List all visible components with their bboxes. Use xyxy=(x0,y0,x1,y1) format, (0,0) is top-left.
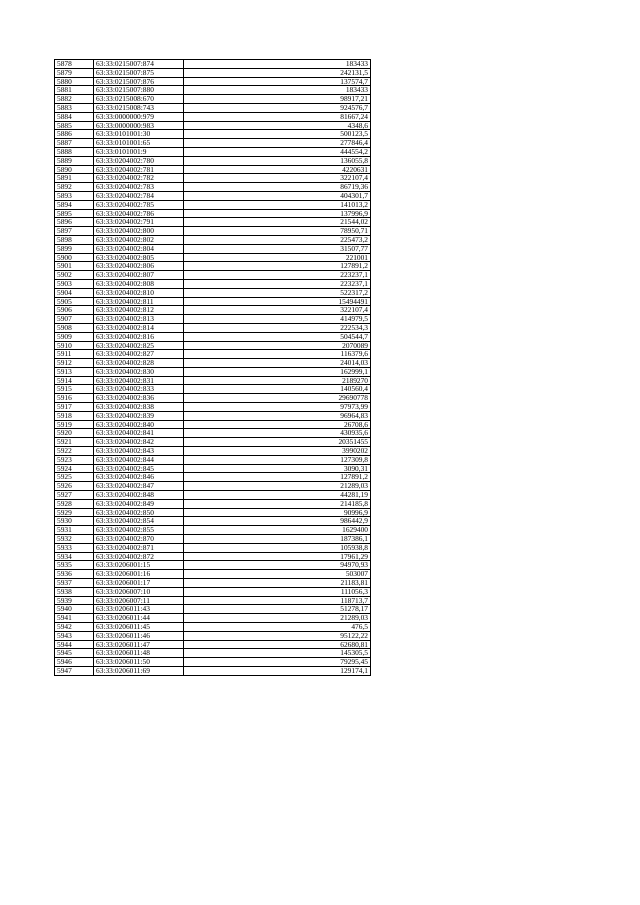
value-cell: 136055,8 xyxy=(184,156,371,165)
cadastral-number-cell: 63:33:0204002:827 xyxy=(94,350,184,359)
row-number-cell: 5924 xyxy=(55,464,94,473)
value-cell: 44281,19 xyxy=(184,491,371,500)
cadastral-number-cell: 63:33:0204002:847 xyxy=(94,482,184,491)
value-cell: 322107,4 xyxy=(184,306,371,315)
table-row xyxy=(55,535,371,544)
cadastral-number-cell: 63:33:0204002:808 xyxy=(94,279,184,288)
value-cell: 51278,17 xyxy=(184,605,371,614)
table-row xyxy=(55,605,371,614)
row-number-cell: 5886 xyxy=(55,130,94,139)
table-row xyxy=(55,640,371,649)
cadastral-number-cell: 63:33:0204002:816 xyxy=(94,332,184,341)
table-row xyxy=(55,77,371,86)
row-number-cell: 5893 xyxy=(55,191,94,200)
value-cell: 3990202 xyxy=(184,447,371,456)
cadastral-number-cell: 63:33:0204002:836 xyxy=(94,394,184,403)
cadastral-number-cell: 63:33:0204002:872 xyxy=(94,552,184,561)
table-row xyxy=(55,508,371,517)
value-cell: 29690778 xyxy=(184,394,371,403)
row-number-cell: 5897 xyxy=(55,227,94,236)
table-row xyxy=(55,482,371,491)
table-row xyxy=(55,455,371,464)
row-number-cell: 5942 xyxy=(55,623,94,632)
row-number-cell: 5896 xyxy=(55,218,94,227)
table-row xyxy=(55,631,371,640)
cadastral-number-cell: 63:33:0204002:833 xyxy=(94,385,184,394)
value-cell: 522317,2 xyxy=(184,288,371,297)
value-cell: 26708,6 xyxy=(184,420,371,429)
value-cell: 90996,9 xyxy=(184,508,371,517)
table-row xyxy=(55,279,371,288)
row-number-cell: 5905 xyxy=(55,297,94,306)
value-cell: 127891,2 xyxy=(184,473,371,482)
value-cell: 500123,5 xyxy=(184,130,371,139)
table-row xyxy=(55,191,371,200)
table-row xyxy=(55,543,371,552)
row-number-cell: 5882 xyxy=(55,95,94,104)
value-cell: 79295,45 xyxy=(184,658,371,667)
row-number-cell: 5927 xyxy=(55,491,94,500)
row-number-cell: 5911 xyxy=(55,350,94,359)
value-cell: 95122,22 xyxy=(184,631,371,640)
row-number-cell: 5908 xyxy=(55,323,94,332)
table-row xyxy=(55,658,371,667)
value-cell: 504544,7 xyxy=(184,332,371,341)
value-cell: 129174,1 xyxy=(184,666,371,675)
row-number-cell: 5907 xyxy=(55,315,94,324)
table-row xyxy=(55,60,371,69)
value-cell: 223237,1 xyxy=(184,279,371,288)
table-row xyxy=(55,253,371,262)
cadastral-number-cell: 63:33:0204002:814 xyxy=(94,323,184,332)
cadastral-number-cell: 63:33:0204002:840 xyxy=(94,420,184,429)
row-number-cell: 5898 xyxy=(55,235,94,244)
value-cell: 137996,9 xyxy=(184,209,371,218)
cadastral-number-cell: 63:33:0204002:782 xyxy=(94,174,184,183)
value-cell: 430935,6 xyxy=(184,429,371,438)
cadastral-number-cell: 63:33:0204002:871 xyxy=(94,543,184,552)
table-row xyxy=(55,526,371,535)
value-cell: 145305,5 xyxy=(184,649,371,658)
table-row xyxy=(55,86,371,95)
value-cell: 127891,2 xyxy=(184,262,371,271)
table-row xyxy=(55,350,371,359)
cadastral-number-cell: 63:33:0206011:50 xyxy=(94,658,184,667)
cadastral-number-cell: 63:33:0204002:838 xyxy=(94,403,184,412)
cadastral-number-cell: 63:33:0206001:16 xyxy=(94,570,184,579)
cadastral-number-cell: 63:33:0206001:17 xyxy=(94,579,184,588)
value-cell: 97973,99 xyxy=(184,403,371,412)
row-number-cell: 5878 xyxy=(55,60,94,69)
value-cell: 4348,6 xyxy=(184,121,371,130)
row-number-cell: 5936 xyxy=(55,570,94,579)
row-number-cell: 5925 xyxy=(55,473,94,482)
cadastral-number-cell: 63:33:0204002:843 xyxy=(94,447,184,456)
cadastral-number-cell: 63:33:0101001:9 xyxy=(94,147,184,156)
cadastral-value-table xyxy=(54,59,371,676)
cadastral-number-cell: 63:33:0204002:804 xyxy=(94,244,184,253)
table-row xyxy=(55,596,371,605)
row-number-cell: 5892 xyxy=(55,183,94,192)
value-cell: 162999,1 xyxy=(184,367,371,376)
table-row xyxy=(55,95,371,104)
row-number-cell: 5888 xyxy=(55,147,94,156)
row-number-cell: 5919 xyxy=(55,420,94,429)
table-row xyxy=(55,429,371,438)
value-cell: 24014,03 xyxy=(184,359,371,368)
table-row xyxy=(55,614,371,623)
cadastral-number-cell: 63:33:0215007:874 xyxy=(94,60,184,69)
row-number-cell: 5906 xyxy=(55,306,94,315)
table-row xyxy=(55,552,371,561)
row-number-cell: 5943 xyxy=(55,631,94,640)
cadastral-number-cell: 63:33:0204002:786 xyxy=(94,209,184,218)
row-number-cell: 5883 xyxy=(55,103,94,112)
cadastral-number-cell: 63:33:0215008:743 xyxy=(94,103,184,112)
cadastral-number-cell: 63:33:0204002:870 xyxy=(94,535,184,544)
row-number-cell: 5926 xyxy=(55,482,94,491)
value-cell: 214185,8 xyxy=(184,499,371,508)
value-cell: 225473,2 xyxy=(184,235,371,244)
row-number-cell: 5884 xyxy=(55,112,94,121)
table-row xyxy=(55,306,371,315)
table-row xyxy=(55,156,371,165)
cadastral-number-cell: 63:33:0215007:880 xyxy=(94,86,184,95)
value-cell: 94970,93 xyxy=(184,561,371,570)
row-number-cell: 5912 xyxy=(55,359,94,368)
value-cell: 242131,5 xyxy=(184,68,371,77)
cadastral-number-cell: 63:33:0204002:806 xyxy=(94,262,184,271)
value-cell: 86719,36 xyxy=(184,183,371,192)
row-number-cell: 5891 xyxy=(55,174,94,183)
row-number-cell: 5915 xyxy=(55,385,94,394)
table-row xyxy=(55,139,371,148)
row-number-cell: 5880 xyxy=(55,77,94,86)
cadastral-number-cell: 63:33:0204002:802 xyxy=(94,235,184,244)
cadastral-number-cell: 63:33:0000000:983 xyxy=(94,121,184,130)
value-cell: 98917,21 xyxy=(184,95,371,104)
row-number-cell: 5921 xyxy=(55,438,94,447)
table-row xyxy=(55,385,371,394)
value-cell: 277846,4 xyxy=(184,139,371,148)
table-row xyxy=(55,420,371,429)
row-number-cell: 5916 xyxy=(55,394,94,403)
row-number-cell: 5889 xyxy=(55,156,94,165)
value-cell: 187386,1 xyxy=(184,535,371,544)
table-row xyxy=(55,491,371,500)
row-number-cell: 5895 xyxy=(55,209,94,218)
table-row xyxy=(55,438,371,447)
row-number-cell: 5922 xyxy=(55,447,94,456)
row-number-cell: 5885 xyxy=(55,121,94,130)
value-cell: 17961,29 xyxy=(184,552,371,561)
cadastral-number-cell: 63:33:0204002:842 xyxy=(94,438,184,447)
value-cell: 78950,71 xyxy=(184,227,371,236)
table-row xyxy=(55,623,371,632)
value-cell: 444554,2 xyxy=(184,147,371,156)
cadastral-number-cell: 63:33:0204002:825 xyxy=(94,341,184,350)
table-row xyxy=(55,394,371,403)
value-cell: 223237,1 xyxy=(184,271,371,280)
row-number-cell: 5920 xyxy=(55,429,94,438)
row-number-cell: 5913 xyxy=(55,367,94,376)
row-number-cell: 5938 xyxy=(55,587,94,596)
cadastral-number-cell: 63:33:0204002:831 xyxy=(94,376,184,385)
row-number-cell: 5900 xyxy=(55,253,94,262)
row-number-cell: 5904 xyxy=(55,288,94,297)
table-row xyxy=(55,473,371,482)
table-row xyxy=(55,235,371,244)
row-number-cell: 5881 xyxy=(55,86,94,95)
cadastral-number-cell: 63:33:0204002:812 xyxy=(94,306,184,315)
value-cell: 2189270 xyxy=(184,376,371,385)
value-cell: 81667,24 xyxy=(184,112,371,121)
value-cell: 116379,6 xyxy=(184,350,371,359)
row-number-cell: 5946 xyxy=(55,658,94,667)
cadastral-number-cell: 63:33:0204002:811 xyxy=(94,297,184,306)
table-row xyxy=(55,165,371,174)
table-row xyxy=(55,367,371,376)
table-row xyxy=(55,332,371,341)
cadastral-number-cell: 63:33:0206011:45 xyxy=(94,623,184,632)
table-row xyxy=(55,262,371,271)
table-row xyxy=(55,561,371,570)
table-row xyxy=(55,147,371,156)
value-cell: 111056,3 xyxy=(184,587,371,596)
cadastral-number-cell: 63:33:0206007:10 xyxy=(94,587,184,596)
value-cell: 21289,03 xyxy=(184,614,371,623)
table-row xyxy=(55,341,371,350)
row-number-cell: 5890 xyxy=(55,165,94,174)
cadastral-number-cell: 63:33:0215008:670 xyxy=(94,95,184,104)
row-number-cell: 5945 xyxy=(55,649,94,658)
value-cell: 96964,83 xyxy=(184,411,371,420)
row-number-cell: 5935 xyxy=(55,561,94,570)
row-number-cell: 5933 xyxy=(55,543,94,552)
row-number-cell: 5909 xyxy=(55,332,94,341)
table-row xyxy=(55,666,371,675)
cadastral-number-cell: 63:33:0206011:47 xyxy=(94,640,184,649)
value-cell: 62680,81 xyxy=(184,640,371,649)
cadastral-number-cell: 63:33:0204002:807 xyxy=(94,271,184,280)
table-row xyxy=(55,244,371,253)
cadastral-number-cell: 63:33:0206001:15 xyxy=(94,561,184,570)
row-number-cell: 5944 xyxy=(55,640,94,649)
value-cell: 503007 xyxy=(184,570,371,579)
row-number-cell: 5939 xyxy=(55,596,94,605)
cadastral-number-cell: 63:33:0204002:791 xyxy=(94,218,184,227)
table-row xyxy=(55,447,371,456)
row-number-cell: 5930 xyxy=(55,517,94,526)
row-number-cell: 5914 xyxy=(55,376,94,385)
table-row xyxy=(55,587,371,596)
value-cell: 3090,31 xyxy=(184,464,371,473)
value-cell: 31507,77 xyxy=(184,244,371,253)
row-number-cell: 5934 xyxy=(55,552,94,561)
cadastral-number-cell: 63:33:0206011:69 xyxy=(94,666,184,675)
cadastral-number-cell: 63:33:0204002:830 xyxy=(94,367,184,376)
cadastral-number-cell: 63:33:0204002:780 xyxy=(94,156,184,165)
table-row xyxy=(55,130,371,139)
row-number-cell: 5903 xyxy=(55,279,94,288)
cadastral-number-cell: 63:33:0215007:876 xyxy=(94,77,184,86)
table-row xyxy=(55,174,371,183)
row-number-cell: 5887 xyxy=(55,139,94,148)
value-cell: 404301,7 xyxy=(184,191,371,200)
table-row xyxy=(55,411,371,420)
row-number-cell: 5929 xyxy=(55,508,94,517)
value-cell: 21544,02 xyxy=(184,218,371,227)
cadastral-number-cell: 63:33:0204002:844 xyxy=(94,455,184,464)
row-number-cell: 5894 xyxy=(55,200,94,209)
table-row xyxy=(55,103,371,112)
row-number-cell: 5931 xyxy=(55,526,94,535)
cadastral-number-cell: 63:33:0204002:848 xyxy=(94,491,184,500)
value-cell: 221001 xyxy=(184,253,371,262)
value-cell: 2070089 xyxy=(184,341,371,350)
table-row xyxy=(55,323,371,332)
cadastral-number-cell: 63:33:0206007:11 xyxy=(94,596,184,605)
cadastral-number-cell: 63:33:0204002:839 xyxy=(94,411,184,420)
table-row xyxy=(55,403,371,412)
cadastral-number-cell: 63:33:0215007:875 xyxy=(94,68,184,77)
value-cell: 127309,8 xyxy=(184,455,371,464)
row-number-cell: 5910 xyxy=(55,341,94,350)
value-cell: 414979,5 xyxy=(184,315,371,324)
row-number-cell: 5902 xyxy=(55,271,94,280)
table-row xyxy=(55,464,371,473)
table-row xyxy=(55,112,371,121)
row-number-cell: 5928 xyxy=(55,499,94,508)
row-number-cell: 5923 xyxy=(55,455,94,464)
table-row xyxy=(55,200,371,209)
table-row xyxy=(55,209,371,218)
row-number-cell: 5947 xyxy=(55,666,94,675)
value-cell: 141013,2 xyxy=(184,200,371,209)
table-row xyxy=(55,376,371,385)
row-number-cell: 5901 xyxy=(55,262,94,271)
row-number-cell: 5918 xyxy=(55,411,94,420)
cadastral-number-cell: 63:33:0204002:810 xyxy=(94,288,184,297)
value-cell: 140560,4 xyxy=(184,385,371,394)
cadastral-number-cell: 63:33:0204002:841 xyxy=(94,429,184,438)
table-row xyxy=(55,297,371,306)
table-row xyxy=(55,315,371,324)
table-row xyxy=(55,499,371,508)
cadastral-number-cell: 63:33:0204002:845 xyxy=(94,464,184,473)
value-cell: 118713,7 xyxy=(184,596,371,605)
cadastral-number-cell: 63:33:0206011:44 xyxy=(94,614,184,623)
cadastral-number-cell: 63:33:0204002:849 xyxy=(94,499,184,508)
cadastral-number-cell: 63:33:0204002:783 xyxy=(94,183,184,192)
cadastral-number-cell: 63:33:0204002:800 xyxy=(94,227,184,236)
value-cell: 322107,4 xyxy=(184,174,371,183)
value-cell: 924576,7 xyxy=(184,103,371,112)
row-number-cell: 5917 xyxy=(55,403,94,412)
cadastral-number-cell: 63:33:0206011:48 xyxy=(94,649,184,658)
value-cell: 1629400 xyxy=(184,526,371,535)
cadastral-number-cell: 63:33:0204002:781 xyxy=(94,165,184,174)
table-row xyxy=(55,183,371,192)
table-row xyxy=(55,218,371,227)
cadastral-number-cell: 63:33:0204002:813 xyxy=(94,315,184,324)
table-row xyxy=(55,68,371,77)
value-cell: 20351455 xyxy=(184,438,371,447)
cadastral-number-cell: 63:33:0204002:850 xyxy=(94,508,184,517)
cadastral-number-cell: 63:33:0204002:846 xyxy=(94,473,184,482)
cadastral-number-cell: 63:33:0204002:785 xyxy=(94,200,184,209)
cadastral-number-cell: 63:33:0204002:828 xyxy=(94,359,184,368)
table-row xyxy=(55,517,371,526)
value-cell: 21289,03 xyxy=(184,482,371,491)
table-row xyxy=(55,121,371,130)
value-cell: 21183,81 xyxy=(184,579,371,588)
table-row xyxy=(55,570,371,579)
row-number-cell: 5932 xyxy=(55,535,94,544)
cadastral-number-cell: 63:33:0000000:979 xyxy=(94,112,184,121)
table-body xyxy=(55,60,371,676)
value-cell: 105938,8 xyxy=(184,543,371,552)
value-cell: 183433 xyxy=(184,60,371,69)
row-number-cell: 5941 xyxy=(55,614,94,623)
table-row xyxy=(55,288,371,297)
value-cell: 476,5 xyxy=(184,623,371,632)
cadastral-number-cell: 63:33:0101001:30 xyxy=(94,130,184,139)
value-cell: 986442,9 xyxy=(184,517,371,526)
table-row xyxy=(55,227,371,236)
cadastral-number-cell: 63:33:0206011:43 xyxy=(94,605,184,614)
value-cell: 137574,7 xyxy=(184,77,371,86)
row-number-cell: 5899 xyxy=(55,244,94,253)
value-cell: 4220631 xyxy=(184,165,371,174)
value-cell: 183433 xyxy=(184,86,371,95)
table-row xyxy=(55,579,371,588)
cadastral-number-cell: 63:33:0204002:805 xyxy=(94,253,184,262)
value-cell: 222534,3 xyxy=(184,323,371,332)
cadastral-number-cell: 63:33:0206011:46 xyxy=(94,631,184,640)
cadastral-number-cell: 63:33:0204002:784 xyxy=(94,191,184,200)
table-row xyxy=(55,359,371,368)
table-row xyxy=(55,271,371,280)
table-row xyxy=(55,649,371,658)
cadastral-number-cell: 63:33:0101001:65 xyxy=(94,139,184,148)
row-number-cell: 5879 xyxy=(55,68,94,77)
cadastral-number-cell: 63:33:0204002:855 xyxy=(94,526,184,535)
value-cell: 15494491 xyxy=(184,297,371,306)
cadastral-number-cell: 63:33:0204002:854 xyxy=(94,517,184,526)
row-number-cell: 5937 xyxy=(55,579,94,588)
row-number-cell: 5940 xyxy=(55,605,94,614)
